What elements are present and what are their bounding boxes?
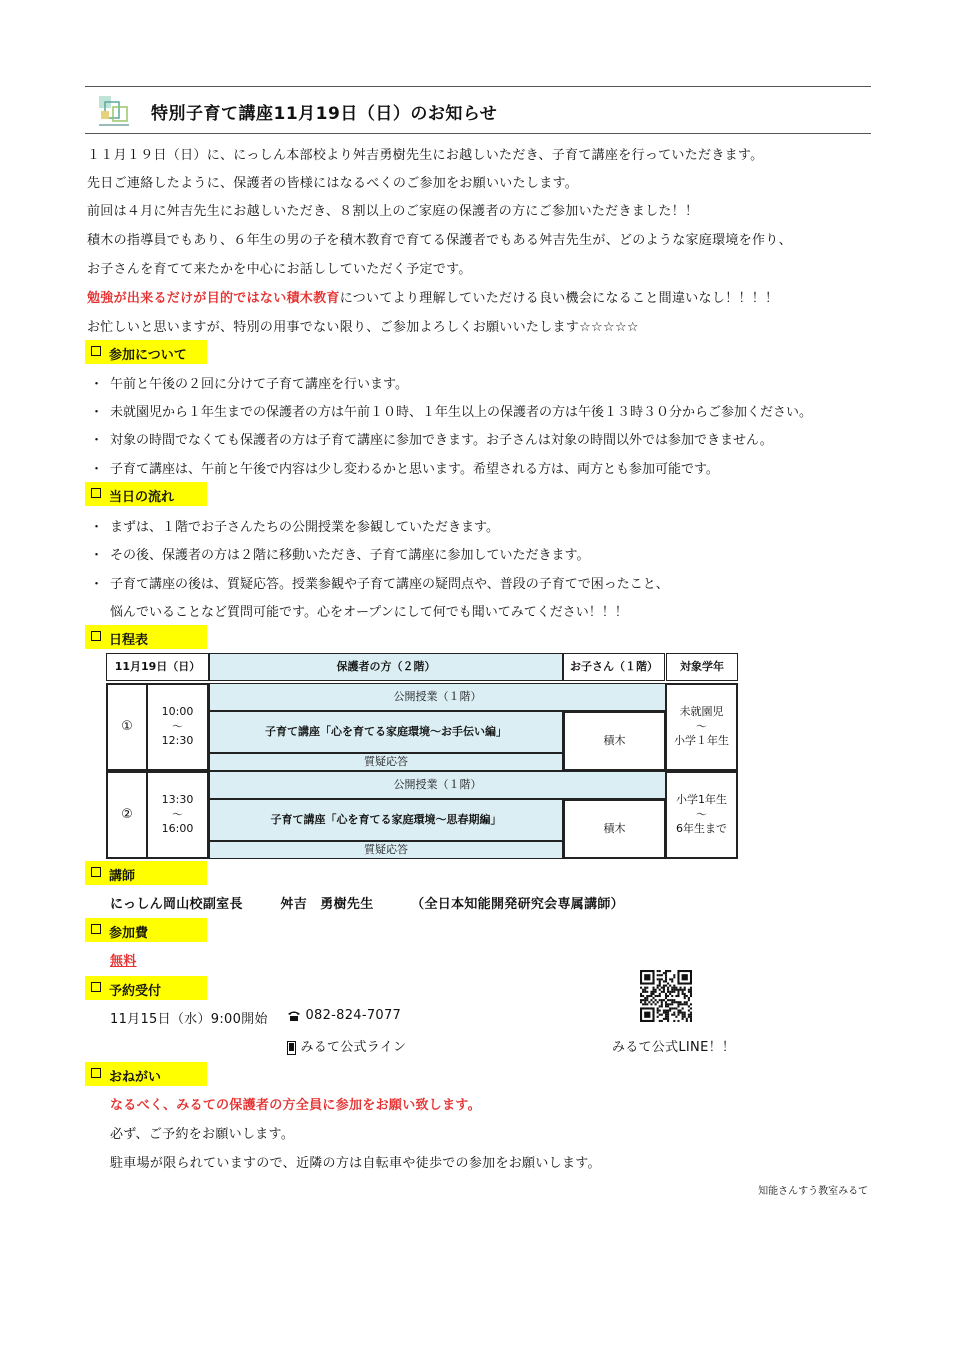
checkbox-icon (91, 488, 101, 498)
checkbox-icon (91, 924, 101, 934)
qr-caption: みるて公式LINE！！ (612, 1040, 736, 1055)
session-lecture: 子育て講座「心を育てる家庭環境～思春期編」 (209, 799, 563, 841)
intro-red-rest: についてより理解していただける良い機会になること間違いなし！！！！ (339, 291, 779, 306)
qr-code-icon[interactable] (640, 970, 692, 1022)
page-title: 特別子育て講座11月19日（日）のお知らせ (151, 104, 498, 124)
session-number: ① (106, 683, 148, 771)
request-line-3: 駐車場が限られていますので、近隣の方は自転車や徒歩での参加をお願いします。 (110, 1156, 601, 1171)
checkbox-icon (91, 346, 101, 356)
lecturer-name: 舛吉 勇樹先生 (280, 897, 374, 912)
intro-line-7: お忙しいと思いますが、特別の用事でない限り、ご参加よろしくお願いいたします☆☆☆☆☆ (87, 320, 639, 335)
session-target: 未就園児 ～ 小学１年生 (665, 683, 738, 771)
section-request (85, 1062, 207, 1086)
session-child: 積木 (563, 711, 666, 771)
section-label: 講師 (109, 869, 136, 884)
section-lecturer (85, 861, 207, 885)
section-label: 日程表 (109, 633, 149, 648)
section-fee (85, 918, 207, 942)
header-bar (85, 86, 871, 134)
request-red: なるべく、みるての保護者の方全員に参加をお願い致します。 (110, 1098, 481, 1113)
schedule-table (106, 653, 738, 859)
session-target: 小学1年生 ～ 6年生まで (665, 771, 738, 859)
lecturer-role: にっしん岡山校副室長 (110, 897, 243, 912)
participation-item: ・ 対象の時間でなくても保護者の方は子育て講座に参加できます。お子さんは対象の時間以外では参加できません。 (90, 433, 773, 448)
table-head-child: お子さん（１階） (563, 653, 665, 681)
reservation-line[interactable]: みるて公式ライン (287, 1036, 406, 1055)
flow-item: ・ 子育て講座の後は、質疑応答。授業参観や子育て講座の疑問点や、普段の子育てで困ったこと、 (90, 577, 669, 592)
request-line-2: 必ず、ご予約をお願いします。 (110, 1127, 295, 1142)
smartphone-icon (287, 1041, 296, 1055)
session-qa: 質疑応答 (209, 753, 563, 771)
session-lecture: 子育て講座「心を育てる家庭環境～お手伝い編」 (209, 711, 563, 753)
session-number: ② (106, 771, 148, 859)
section-schedule (85, 625, 207, 649)
section-label: 参加について (109, 348, 187, 363)
section-label: 参加費 (109, 926, 149, 941)
section-label: 予約受付 (109, 984, 162, 999)
session-open-class: 公開授業（１階） (209, 683, 666, 711)
flow-item-continued: 悩んでいることなど質問可能です。心をオープンにして何でも聞いてみてください！！！ (110, 605, 628, 620)
section-label: 当日の流れ (109, 490, 175, 505)
lecturer-line (110, 893, 624, 912)
flow-item: ・ まずは、１階でお子さんたちの公開授業を参観していただきます。 (90, 520, 499, 535)
intro-line-1: １１月１９日（日）に、にっしん本部校より舛吉勇樹先生にお越しいただき、子育て講座を行っていただきます。 (87, 148, 764, 163)
session-time: 10:00 ～ 12:30 (146, 683, 209, 771)
checkbox-icon (91, 1068, 101, 1078)
intro-line-6 (87, 287, 778, 306)
lecturer-affiliation: （全日本知能開発研究会専属講師） (411, 897, 624, 912)
table-head-date: 11月19日（日） (106, 653, 209, 681)
table-head-target: 対象学年 (666, 653, 738, 681)
checkbox-icon (91, 982, 101, 992)
footer-brand: 知能さんすう教室みるて (758, 1186, 868, 1197)
section-label: おねがい (109, 1070, 162, 1085)
intro-line-5: お子さんを育てて来たかを中心にお話ししていただく予定です。 (87, 262, 472, 277)
intro-line-4: 積木の指導員でもあり、６年生の男の子を積木教育で育てる保護者でもある舛吉先生が、どのような家庭環境を作り、 (87, 233, 792, 248)
intro-line-3: 前回は４月に舛吉先生にお越しいただき、８割以上のご家庭の保護者の方にご参加いただきました！！ (87, 204, 699, 219)
phone-icon (287, 1010, 301, 1022)
checkbox-icon (91, 631, 101, 641)
fee-value: 無料 (110, 954, 137, 969)
logo-icon (97, 93, 131, 129)
intro-red-text: 勉強が出来るだけが目的ではない積木教育 (87, 291, 340, 306)
section-reservation (85, 976, 207, 1000)
session-time: 13:30 ～ 16:00 (146, 771, 209, 859)
section-flow (85, 482, 207, 506)
section-participation (85, 340, 207, 364)
session-open-class: 公開授業（１階） (209, 771, 666, 799)
session-child: 積木 (563, 799, 666, 859)
reservation-phone[interactable]: 082-824-7077 (287, 1008, 401, 1023)
participation-item: ・ 未就園児から１年生までの保護者の方は午前１０時、１年生以上の保護者の方は午後１３時３０分からご参加ください。 (90, 405, 813, 420)
checkbox-icon (91, 867, 101, 877)
participation-item: ・ 子育て講座は、午前と午後で内容は少し変わるかと思います。希望される方は、両方とも参加可能です。 (90, 462, 719, 477)
flow-item: ・ その後、保護者の方は２階に移動いただき、子育て講座に参加していただきます。 (90, 548, 590, 563)
reservation-start: 11月15日（水）9:00開始 (110, 1012, 268, 1027)
table-head-parent: 保護者の方（２階） (209, 653, 563, 681)
intro-line-2: 先日ご連絡したように、保護者の皆様にはなるべくのご参加をお願いいたします。 (87, 176, 579, 191)
session-qa: 質疑応答 (209, 841, 563, 859)
participation-item: ・ 午前と午後の２回に分けて子育て講座を行います。 (90, 377, 408, 392)
